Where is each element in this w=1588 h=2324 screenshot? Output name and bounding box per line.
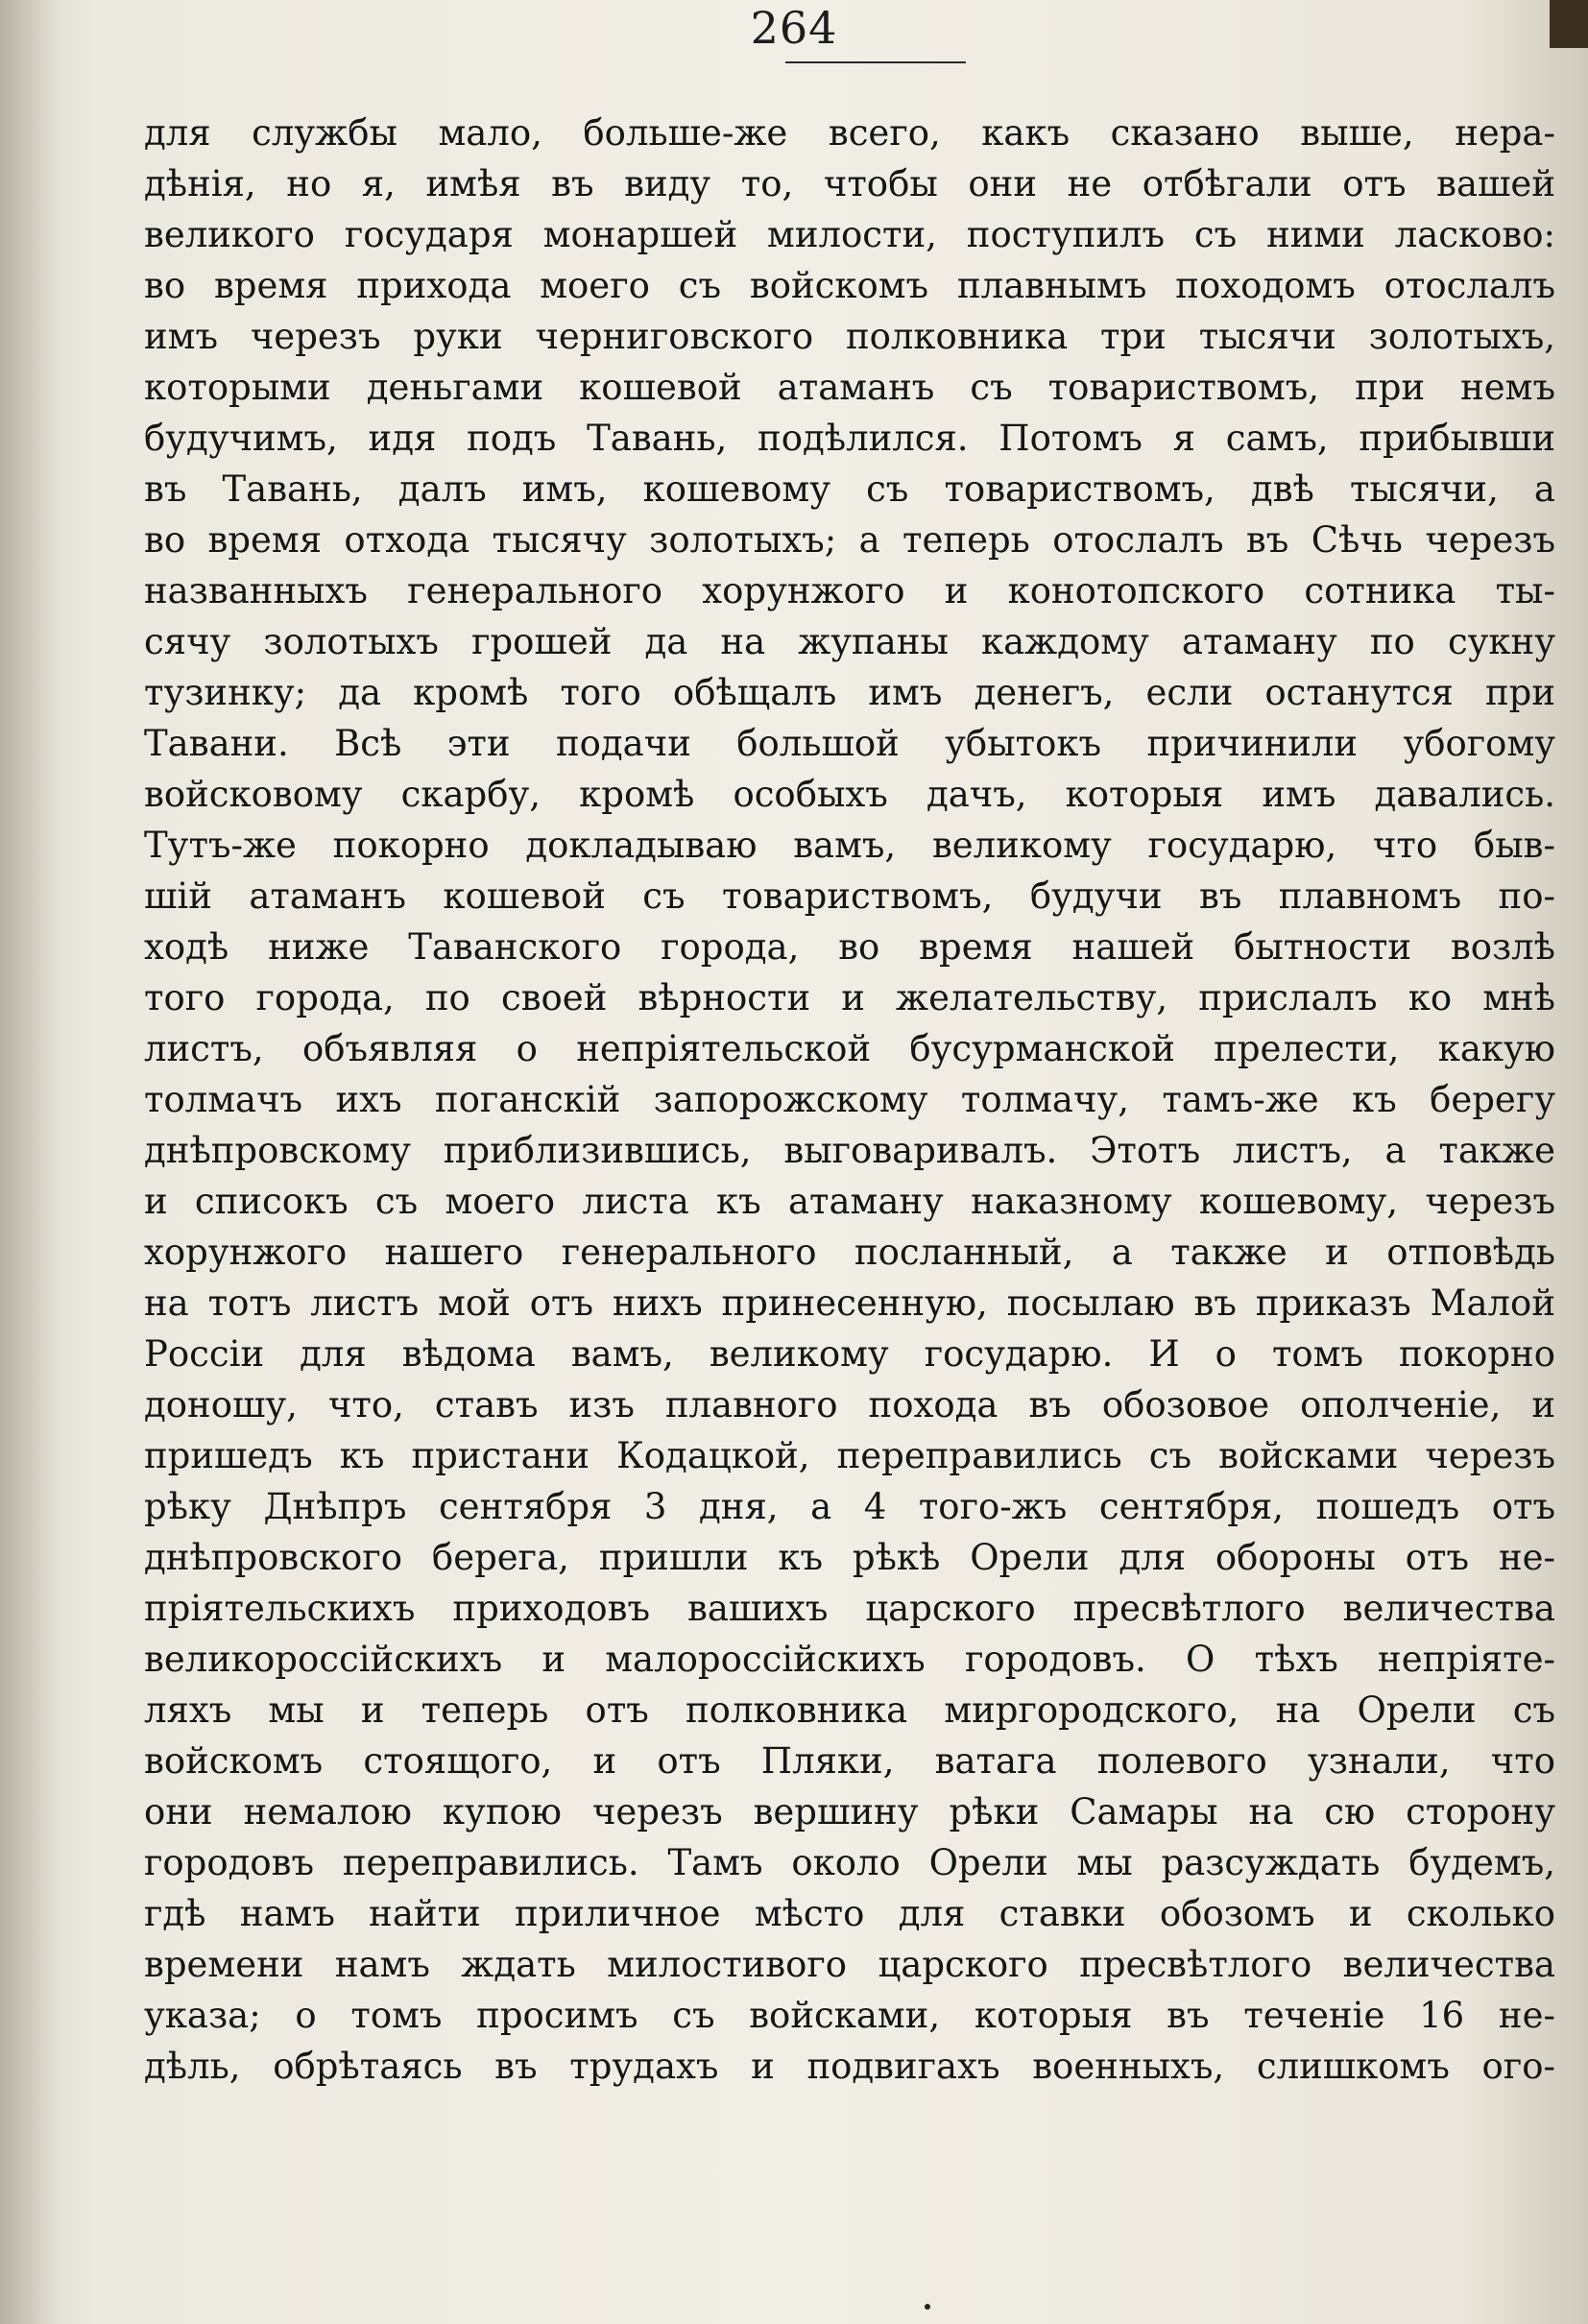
footer-mark [925, 2304, 930, 2310]
text-line: днѣпровскому приблизившись, выговаривалъ. Этотъ листъ, а также [144, 1130, 1555, 1171]
text-line: великороссійскихъ и малороссійскихъ городовъ. О тѣхъ непріяте- [144, 1639, 1555, 1680]
text-line: въ Тавань, далъ имъ, кошевому съ товариствомъ, двѣ тысячи, а [144, 468, 1555, 510]
text-line: войскомъ стоящого, и отъ Пляки, ватага полевого узнали, что [144, 1740, 1555, 1782]
text-line: днѣпровского берега, пришли къ рѣкѣ Орели для обороны отъ не- [144, 1537, 1555, 1578]
text-line: на тотъ листъ мой отъ нихъ принесенную, посылаю въ приказъ Малой [144, 1282, 1555, 1324]
text-line: великого государя монаршей милости, поступилъ съ ними ласково: [144, 214, 1555, 255]
text-line: пришедъ къ пристани Кодацкой, переправились съ войсками черезъ [144, 1435, 1555, 1476]
text-line: Россіи для вѣдома вамъ, великому государю. И о томъ покорно [144, 1333, 1555, 1375]
text-line: они немалою купою черезъ вершину рѣки Самары на сю сторону [144, 1791, 1555, 1833]
spine-shadow [0, 0, 58, 2324]
text-line: тузинку; да кромѣ того обѣщалъ имъ денегъ, если останутся при [144, 672, 1555, 713]
text-line: Тутъ-же покорно докладываю вамъ, великому государю, что быв- [144, 825, 1555, 866]
body-text [144, 108, 1555, 2092]
text-line: гдѣ намъ найти приличное мѣсто для ставки обозомъ и сколько [144, 1893, 1555, 1934]
text-line: названныхъ генерального хорунжого и конотопского сотника ты- [144, 570, 1555, 611]
text-line: толмачъ ихъ поганскій запорожскому толмачу, тамъ-же къ берегу [144, 1079, 1555, 1120]
text-line: сячу золотыхъ грошей да на жупаны каждому атаману по сукну [144, 621, 1555, 662]
text-line: которыми деньгами кошевой атаманъ съ товариствомъ, при немъ [144, 367, 1555, 408]
text-line: войсковому скарбу, кромѣ особыхъ дачъ, которыя имъ давались. [144, 774, 1555, 815]
text-line: ходѣ ниже Таванского города, во время нашей бытности возлѣ [144, 926, 1555, 968]
text-line: дѣль, обрѣтаясь въ трудахъ и подвигахъ военныхъ, слишкомъ ого- [144, 2046, 1555, 2087]
page-number: 264 [750, 2, 838, 54]
text-line: ляхъ мы и теперь отъ полковника миргородского, на Орели съ [144, 1689, 1555, 1731]
text-line: для службы мало, больше-же всего, какъ сказано выше, нера- [144, 112, 1555, 154]
text-line: листъ, объявляя о непріятельской бусурманской прелести, какую [144, 1028, 1555, 1069]
text-line: и списокъ съ моего листа къ атаману наказному кошевому, черезъ [144, 1181, 1555, 1222]
text-line: того города, по своей вѣрности и желательству, прислалъ ко мнѣ [144, 977, 1555, 1018]
text-line: во время прихода моего съ войскомъ плавнымъ походомъ отослалъ [144, 265, 1555, 306]
text-line: доношу, что, ставъ изъ плавного похода въ обозовое ополченіе, и [144, 1384, 1555, 1426]
text-line: рѣку Днѣпръ сентября 3 дня, а 4 того-жъ сентября, пошедъ отъ [144, 1486, 1555, 1527]
text-line: имъ черезъ руки черниговского полковника три тысячи золотыхъ, [144, 316, 1555, 357]
header-rule [785, 61, 966, 63]
text-line: времени намъ ждать милостивого царского пресвѣтлого величества [144, 1944, 1555, 1985]
text-line: указа; о томъ просимъ съ войсками, которыя въ теченіе 16 не- [144, 1995, 1555, 2036]
text-line: городовъ переправились. Тамъ около Орели мы разсуждать будемъ, [144, 1842, 1555, 1883]
text-line: Тавани. Всѣ эти подачи большой убытокъ причинили убогому [144, 723, 1555, 764]
text-line: дѣнія, но я, имѣя въ виду то, чтобы они не отбѣгали отъ вашей [144, 163, 1555, 204]
text-line: пріятельскихъ приходовъ вашихъ царского пресвѣтлого величества [144, 1588, 1555, 1629]
text-line: шій атаманъ кошевой съ товариствомъ, будучи въ плавномъ по- [144, 875, 1555, 917]
text-line: во время отхода тысячу золотыхъ; а теперь отослалъ въ Сѣчь черезъ [144, 519, 1555, 561]
text-line: будучимъ, идя подъ Тавань, подѣлился. Потомъ я самъ, прибывши [144, 418, 1555, 459]
text-line: хорунжого нашего генерального посланный, а также и отповѣдь [144, 1232, 1555, 1273]
